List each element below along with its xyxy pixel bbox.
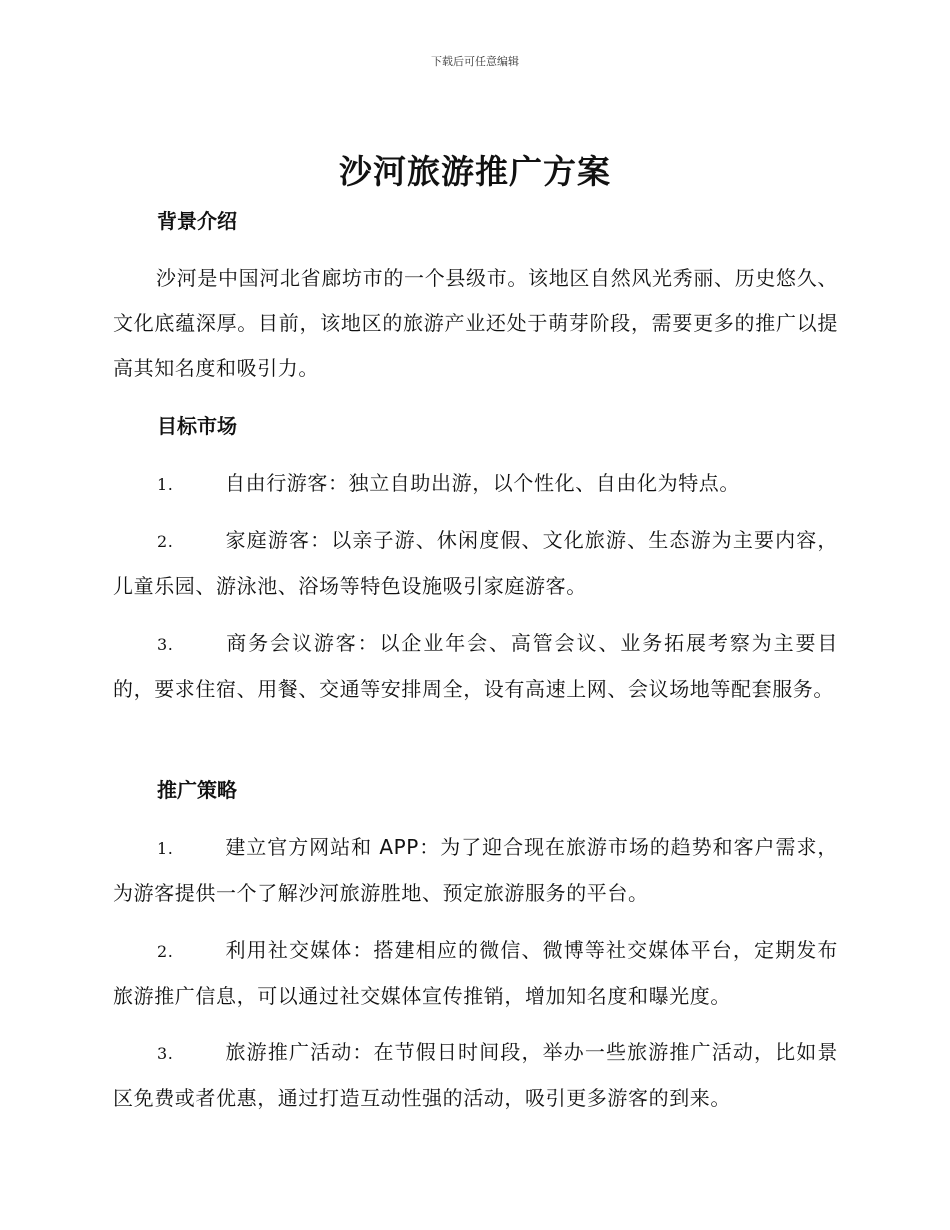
list-item-number: 1. [157,475,174,494]
background-paragraph: 沙河是中国河北省廊坊市的一个县级市。该地区自然风光秀丽、历史悠久、文化底蕴深厚。目前，该地区的旅游产业还处于萌芽阶段，需要更多的推广以提高其知名度和吸引力。 [113,266,838,380]
list-item [113,825,838,916]
header-note: 下载后可任意编辑 [431,55,519,68]
list-item-number: 2. [157,942,174,961]
section-heading-target-market: 目标市场 [157,414,237,438]
list-item-text: 商务会议游客：以企业年会、高管会议、业务拓展考察为主要目的，要求住宿、用餐、交通等安排周全，设有高速上网、会议场地等配套服务。 [113,631,838,701]
list-item-text: 家庭游客：以亲子游、休闲度假、文化旅游、生态游为主要内容，儿童乐园、游泳池、浴场等特色设施吸引家庭游客。 [113,528,838,598]
list-item-number: 2. [157,532,174,551]
list-item [113,461,838,507]
list-item-text: 建立官方网站和 APP：为了迎合现在旅游市场的趋势和客户需求，为游客提供一个了解沙河旅游胜地、预定旅游服务的平台。 [113,835,838,905]
document-title: 沙河旅游推广方案 [339,152,611,191]
list-item [113,518,838,609]
list-item-number: 1. [157,839,174,858]
list-item [113,1030,838,1121]
list-item [113,621,838,712]
list-item-text: 自由行游客：独立自助出游，以个性化、自由化为特点。 [225,471,740,495]
section-heading-promotion-strategy: 推广策略 [157,778,237,802]
list-item-text: 利用社交媒体：搭建相应的微信、微博等社交媒体平台，定期发布旅游推广信息，可以通过社交媒体宣传推销，增加知名度和曝光度。 [113,938,838,1008]
list-item-text: 旅游推广活动：在节假日时间段，举办一些旅游推广活动，比如景区免费或者优惠，通过打造互动性强的活动，吸引更多游客的到来。 [113,1040,838,1110]
list-item [113,928,838,1019]
list-item-number: 3. [157,635,174,654]
list-item-number: 3. [157,1044,174,1063]
section-heading-background: 背景介绍 [157,209,237,233]
